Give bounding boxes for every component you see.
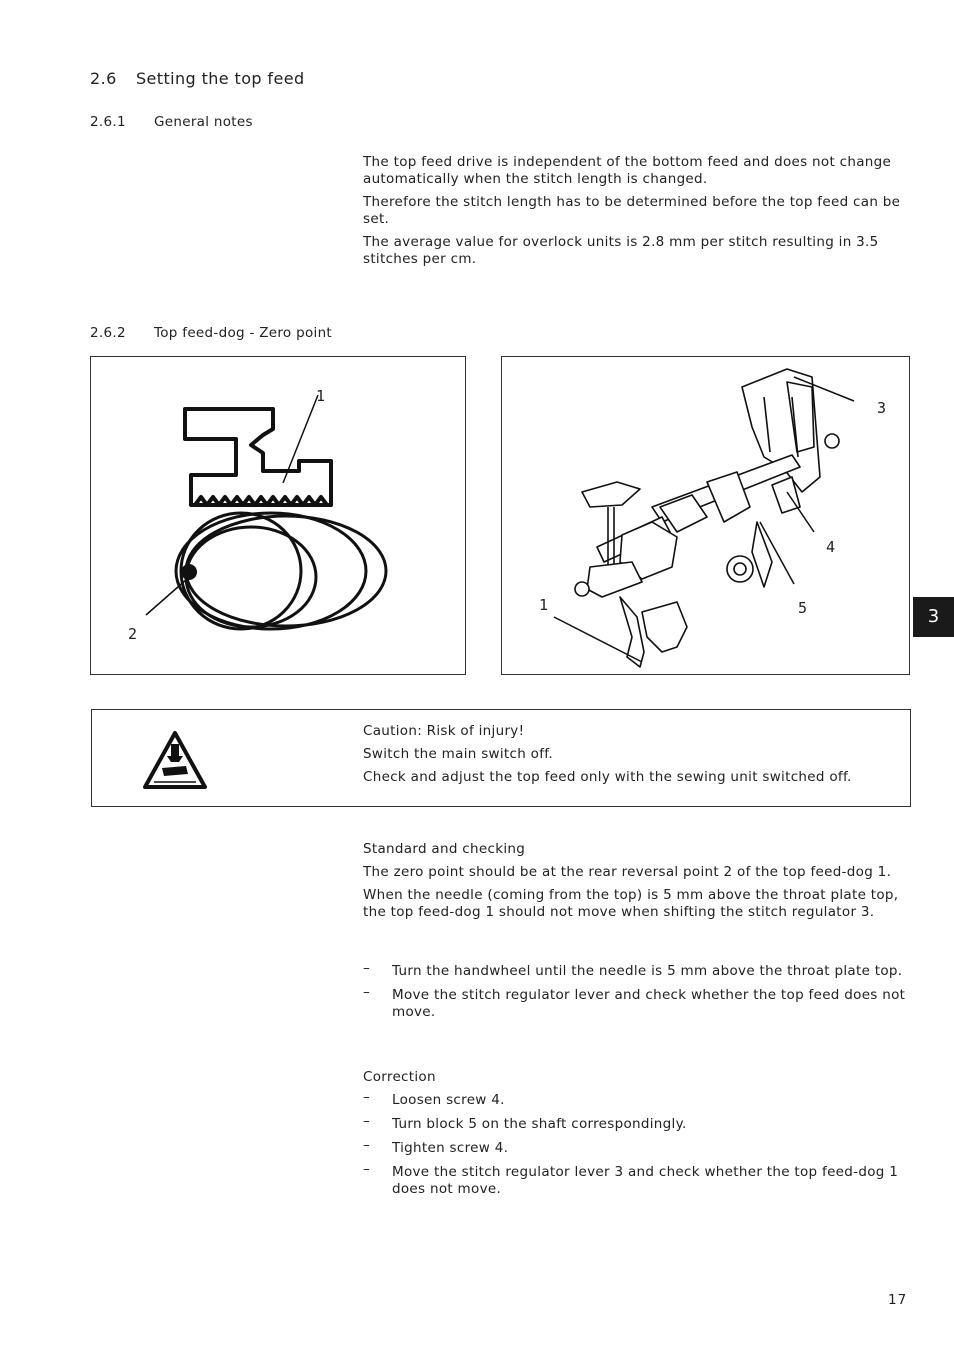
list-item: – Move the stitch regulator lever 3 and check whether the top feed-dog 1 does not move. — [363, 1161, 899, 1197]
general-notes-heading — [90, 114, 253, 130]
general-paragraph: The average value for overlock units is 2.8 mm per stitch resulting in 3.5 stitches per cm. — [363, 234, 879, 267]
feed-dog-drawing — [91, 357, 465, 674]
checking-paragraph: The zero point should be at the rear reversal point 2 of the top feed-dog 1. — [363, 864, 892, 880]
zero-point-heading — [90, 325, 332, 341]
checking-section — [363, 841, 908, 927]
list-item: – Loosen screw 4. — [363, 1089, 505, 1108]
hand-crush-warning-icon — [142, 730, 208, 790]
section-title: Setting the top feed — [136, 69, 305, 88]
list-item: – Turn block 5 on the shaft correspondingly. — [363, 1113, 687, 1132]
list-item: – Tighten screw 4. — [363, 1137, 509, 1156]
checking-title: Standard and checking — [363, 841, 526, 857]
caution-box — [91, 709, 911, 807]
mechanism-drawing — [502, 357, 909, 674]
caution-line: Switch the main switch off. — [363, 746, 553, 762]
diagram-label: 2 — [128, 625, 138, 643]
general-notes-title: General notes — [154, 114, 253, 130]
general-notes-body — [363, 154, 908, 274]
list-item: – Turn the handwheel until the needle is 5 mm above the throat plate top. — [363, 960, 903, 979]
section-number: 2.6 — [90, 69, 117, 88]
zero-point-number: 2.6.2 — [90, 325, 126, 341]
correction-steps — [363, 1089, 908, 1205]
feed-dog-diagram — [90, 356, 466, 675]
correction-title: Correction — [363, 1069, 436, 1085]
page-number: 17 — [888, 1292, 908, 1308]
diagram-label: 1 — [316, 387, 326, 405]
section-heading — [90, 69, 305, 88]
diagram-label: 3 — [877, 399, 887, 417]
general-notes-number: 2.6.1 — [90, 114, 126, 130]
diagram-label: 1 — [539, 596, 549, 614]
caution-line: Check and adjust the top feed only with the sewing unit switched off. — [363, 769, 852, 785]
zero-point-title: Top feed-dog - Zero point — [154, 325, 333, 341]
caution-title: Caution: Risk of injury! — [363, 723, 525, 739]
chapter-tab: 3 — [913, 597, 954, 637]
general-paragraph: Therefore the stitch length has to be determined before the top feed can be set. — [363, 194, 901, 227]
mechanism-diagram — [501, 356, 910, 675]
caution-text — [363, 723, 903, 792]
checking-steps — [363, 960, 908, 1028]
general-paragraph: The top feed drive is independent of the bottom feed and does not change automatically when the stitch length is changed. — [363, 154, 892, 187]
diagram-label: 4 — [826, 538, 836, 556]
checking-paragraph: When the needle (coming from the top) is 5 mm above the throat plate top, the top feed-dog 1 should not move when shifting the stitch regulator 3. — [363, 887, 899, 920]
diagram-label: 5 — [798, 599, 808, 617]
list-item: – Move the stitch regulator lever and check whether the top feed does not move. — [363, 984, 906, 1020]
